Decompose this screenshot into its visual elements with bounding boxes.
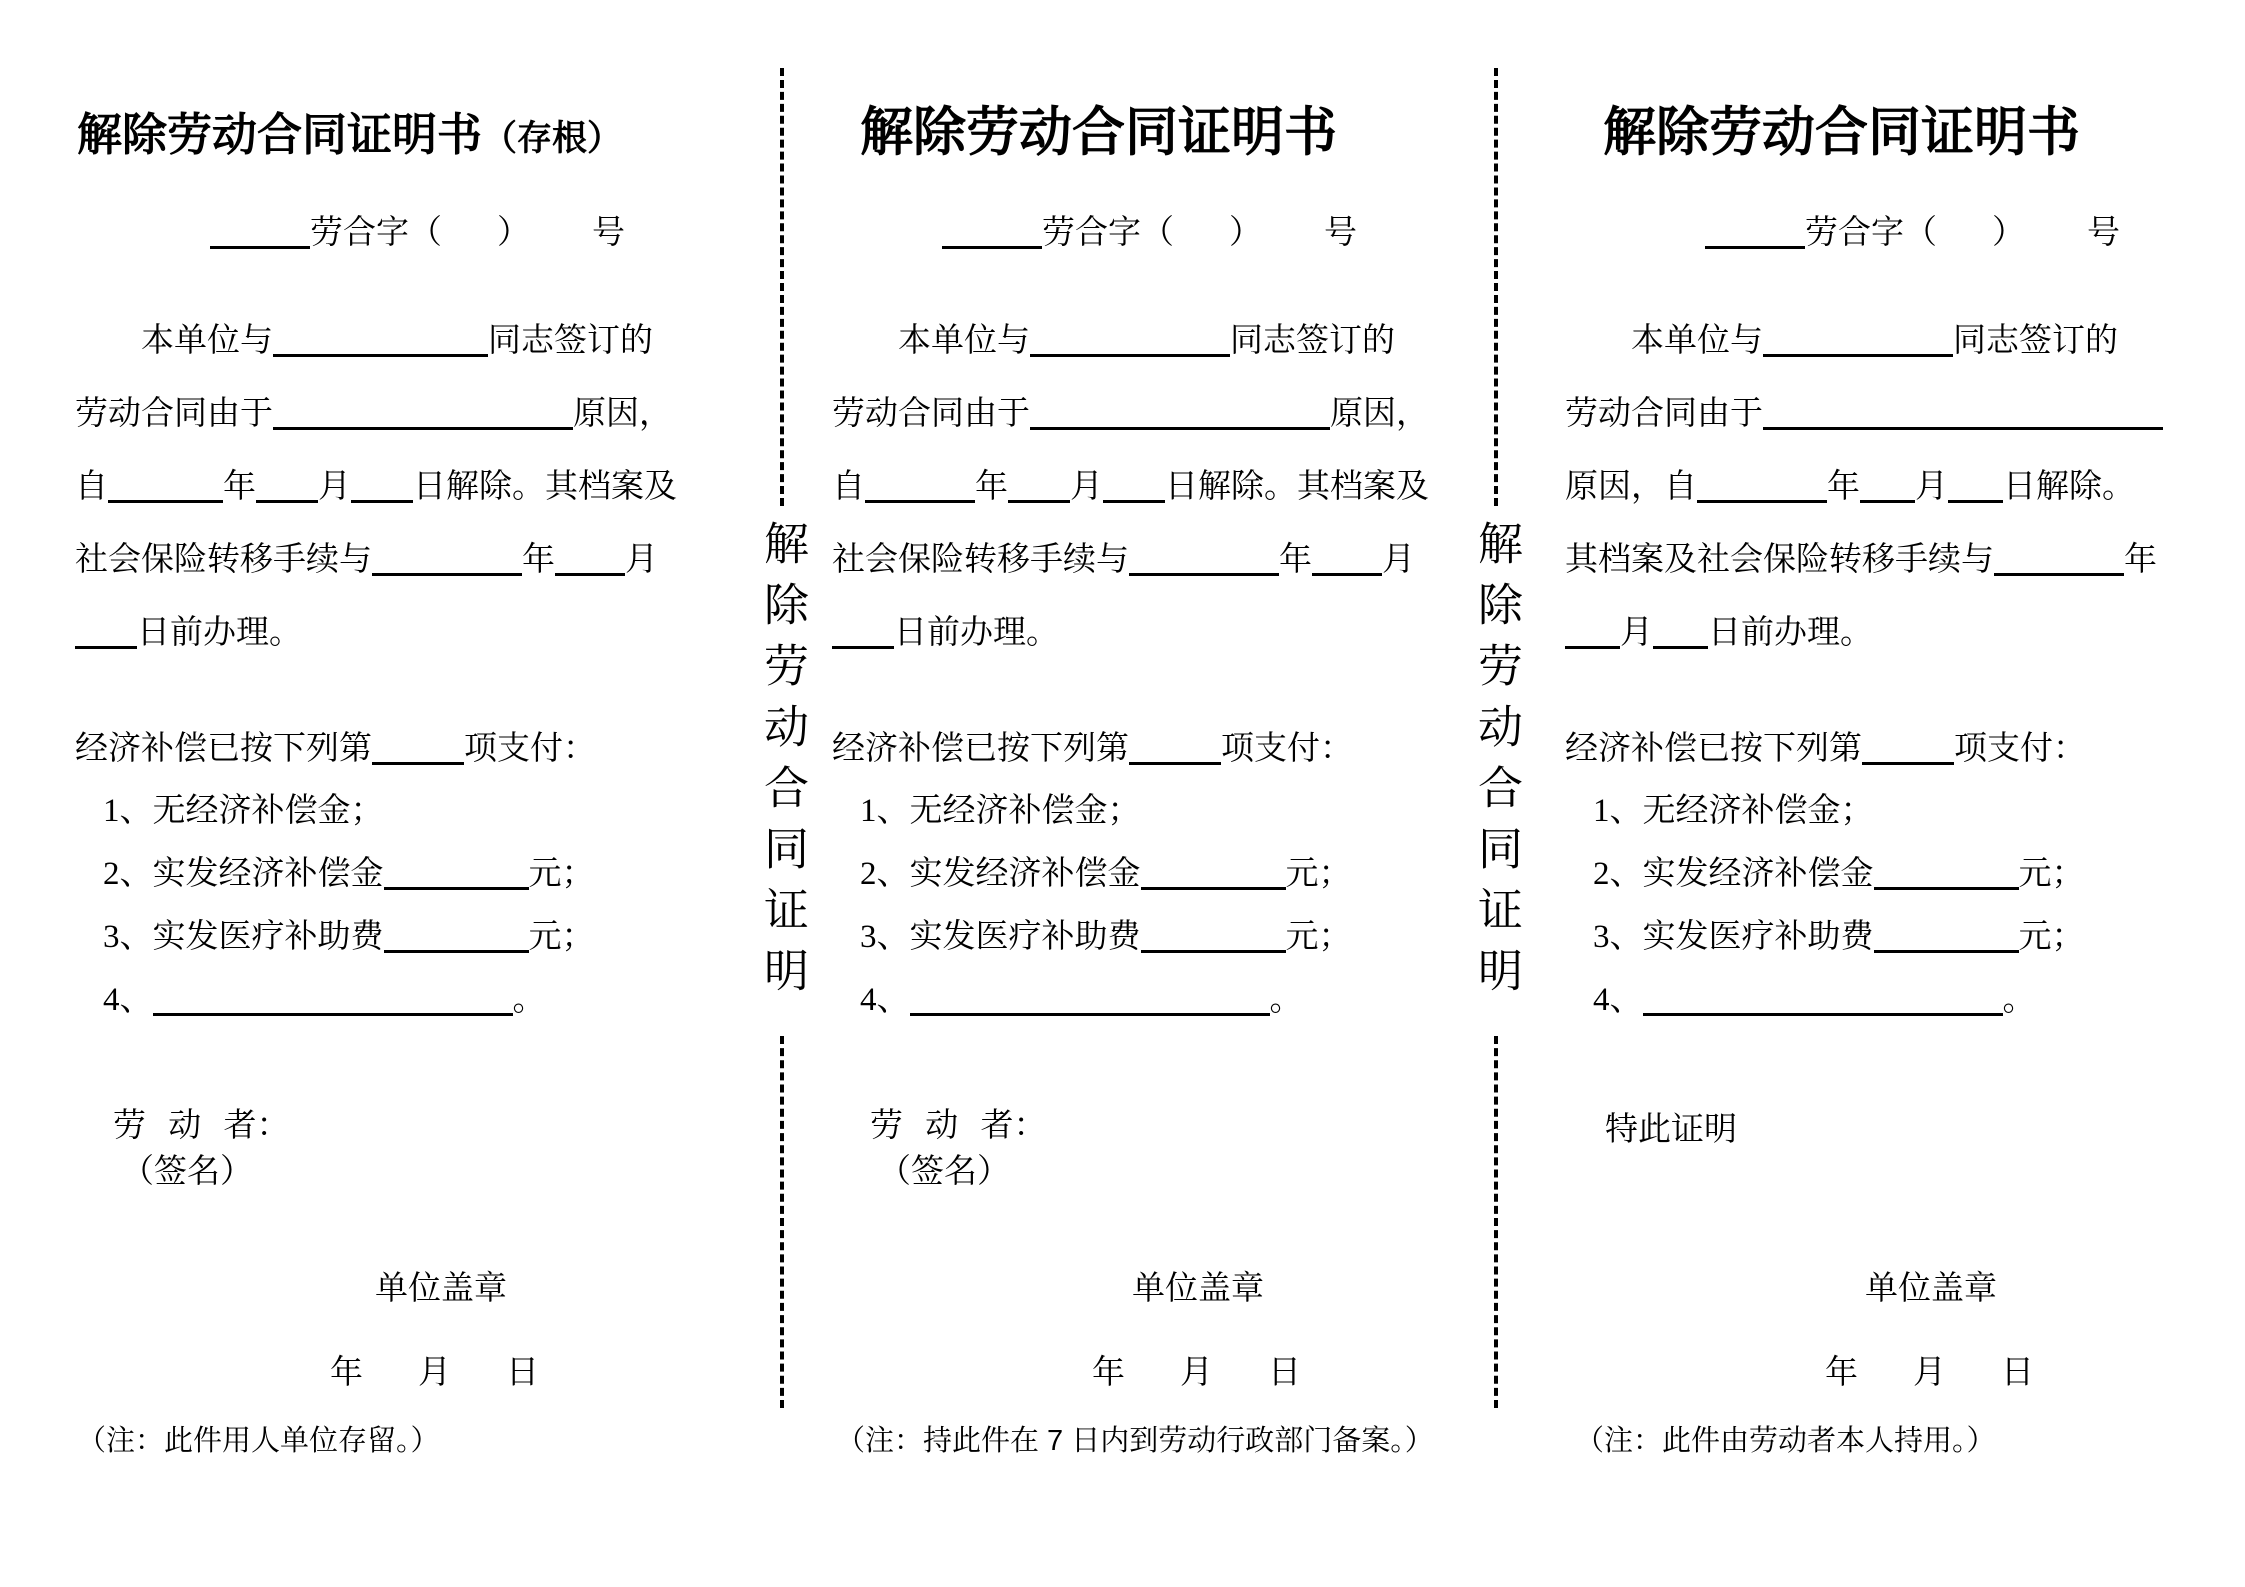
worker-signature-label: 劳 动 者： — [870, 1108, 1047, 1144]
signature-hint: （签名） — [878, 1154, 1010, 1190]
date-line: 年 月 日 — [1825, 1355, 2034, 1391]
body-line: 劳动合同由于 原因， — [832, 396, 1429, 432]
footnote: （注：此件由劳动者本人持用。） — [1575, 1425, 1996, 1457]
compensation-item: 3、实发医疗补助费 元； — [860, 919, 1352, 955]
divider-dotted-line-top — [780, 68, 784, 506]
spacer — [442, 242, 497, 243]
spacer — [2025, 242, 2087, 243]
date-line: 年 月 日 — [330, 1355, 539, 1391]
body-line: 劳动合同由于 — [1565, 391, 2163, 437]
blank-underline — [1948, 470, 2003, 503]
compensation-item: 4、 。 — [860, 982, 1303, 1018]
blank-underline — [865, 470, 975, 503]
spacer — [530, 242, 592, 243]
body-line: 日前办理。 — [832, 610, 1059, 656]
compensation-item: 2、实发经济补偿金 元； — [860, 856, 1352, 892]
blank-underline — [1994, 543, 2124, 576]
spacer — [363, 1382, 418, 1383]
spacer — [1125, 1382, 1180, 1383]
blank-underline — [273, 397, 573, 430]
blank-underline — [1312, 543, 1382, 576]
divider-vertical-title: 解除劳动合同证明 — [1471, 520, 1521, 1008]
footnote: （注：此件用人单位存留。） — [77, 1425, 440, 1457]
panel-title — [1603, 90, 2080, 166]
panel-title-suffix: （存根） — [482, 119, 623, 158]
blank-underline — [1565, 616, 1620, 649]
spacer — [1937, 242, 1992, 243]
panel-title — [860, 90, 1337, 166]
blank-underline — [1653, 616, 1708, 649]
panel-stub — [75, 0, 715, 1587]
company-seal-label: 单位盖章 — [1865, 1271, 1997, 1307]
spacer — [832, 350, 898, 351]
blank-underline — [108, 470, 223, 503]
blank-underline — [1141, 857, 1286, 890]
blank-underline — [1862, 732, 1954, 765]
compensation-item: 2、实发经济补偿金 元； — [103, 856, 595, 892]
worker-signature-label: 劳 动 者： — [113, 1108, 290, 1144]
spacer — [1946, 1382, 2001, 1383]
panel-title-text: 解除劳动合同证明书 — [860, 103, 1337, 162]
spacer — [1174, 242, 1229, 243]
blank-underline — [1874, 857, 2019, 890]
compensation-header: 经济补偿已按下列第 项支付： — [832, 731, 1353, 767]
divider-dotted-line-top — [1494, 68, 1498, 506]
blank-underline — [832, 616, 894, 649]
divider-dotted-line-bottom — [780, 1036, 784, 1408]
body-line: 劳动合同由于 原因， — [75, 396, 672, 432]
body-line: 自 年 月 日解除。其档案及 — [75, 469, 677, 505]
blank-underline — [1643, 983, 2003, 1016]
divider-vertical-title: 解除劳动合同证明 — [757, 520, 807, 1008]
body-line: 自 年 月 日解除。其档案及 — [832, 469, 1429, 505]
compensation-item: 3、实发医疗补助费 元； — [103, 919, 595, 955]
body-line: 原因，自 年 月 日解除。 — [1565, 469, 2135, 505]
fold-divider — [744, 68, 820, 1418]
compensation-item: 3、实发医疗补助费 元； — [1593, 919, 2085, 955]
spacer — [1213, 1382, 1268, 1383]
blank-underline — [1103, 470, 1165, 503]
body-line: 社会保险转移手续与 年 月 — [832, 542, 1415, 578]
spacer — [75, 350, 141, 351]
panel-title-text: 解除劳动合同证明书 — [1603, 103, 2080, 162]
blank-underline — [1874, 920, 2019, 953]
blank-underline — [1129, 732, 1221, 765]
body-line: 其档案及社会保险转移手续与 年 — [1565, 542, 2157, 578]
blank-underline — [910, 983, 1270, 1016]
body-line: 月 日前办理。 — [1565, 610, 1873, 656]
blank-underline — [1129, 543, 1279, 576]
body-line: 社会保险转移手续与 年 月 — [75, 542, 658, 578]
spacer — [451, 1382, 506, 1383]
compensation-header: 经济补偿已按下列第 项支付： — [1565, 731, 2086, 767]
blank-underline — [75, 616, 137, 649]
panel-labor-bureau-copy — [832, 0, 1472, 1587]
ref-number-line: 劳合字（ ） 号 — [1705, 210, 2120, 256]
date-line: 年 月 日 — [1092, 1355, 1301, 1391]
certify-statement: 特此证明 — [1605, 1112, 1737, 1148]
blank-underline — [372, 732, 464, 765]
body-line: 本单位与 同志签订的 — [832, 318, 1395, 364]
company-seal-label: 单位盖章 — [375, 1271, 507, 1307]
blank-underline — [372, 543, 522, 576]
blank-underline — [210, 216, 310, 249]
company-seal-label: 单位盖章 — [1132, 1271, 1264, 1307]
panel-title-text: 解除劳动合同证明书 — [77, 109, 483, 160]
divider-dotted-line-bottom — [1494, 1036, 1498, 1408]
blank-underline — [273, 324, 488, 357]
body-line: 本单位与 同志签订的 — [1565, 318, 2118, 364]
spacer — [1858, 1382, 1913, 1383]
compensation-item: 4、 。 — [103, 982, 546, 1018]
ref-number-line: 劳合字（ ） 号 — [942, 210, 1357, 256]
signature-hint: （签名） — [121, 1154, 253, 1190]
blank-underline — [1705, 216, 1805, 249]
blank-underline — [256, 470, 318, 503]
ref-number-line: 劳合字（ ） 号 — [210, 210, 625, 256]
footnote: （注：持此件在 7 日内到劳动行政部门备案。） — [836, 1425, 1434, 1457]
blank-underline — [1030, 324, 1230, 357]
blank-underline — [555, 543, 625, 576]
compensation-item: 2、实发经济补偿金 元； — [1593, 856, 2085, 892]
compensation-item: 4、 。 — [1593, 982, 2036, 1018]
blank-underline — [1763, 397, 2163, 430]
blank-underline — [1008, 470, 1070, 503]
blank-underline — [1030, 397, 1330, 430]
compensation-item: 1、无经济补偿金； — [860, 793, 1141, 829]
compensation-header: 经济补偿已按下列第 项支付： — [75, 731, 596, 767]
panel-title — [77, 98, 622, 163]
panel-worker-copy — [1565, 0, 2220, 1587]
blank-underline — [1697, 470, 1827, 503]
blank-underline — [384, 920, 529, 953]
blank-underline — [1860, 470, 1915, 503]
spacer — [1262, 242, 1324, 243]
body-line: 日前办理。 — [75, 610, 302, 656]
blank-underline — [1763, 324, 1953, 357]
blank-underline — [1141, 920, 1286, 953]
blank-underline — [384, 857, 529, 890]
compensation-item: 1、无经济补偿金； — [1593, 793, 1874, 829]
fold-divider — [1458, 68, 1534, 1418]
blank-underline — [153, 983, 513, 1016]
compensation-item: 1、无经济补偿金； — [103, 793, 384, 829]
blank-underline — [942, 216, 1042, 249]
spacer — [1565, 350, 1631, 351]
body-line: 本单位与 同志签订的 — [75, 318, 653, 364]
blank-underline — [351, 470, 413, 503]
